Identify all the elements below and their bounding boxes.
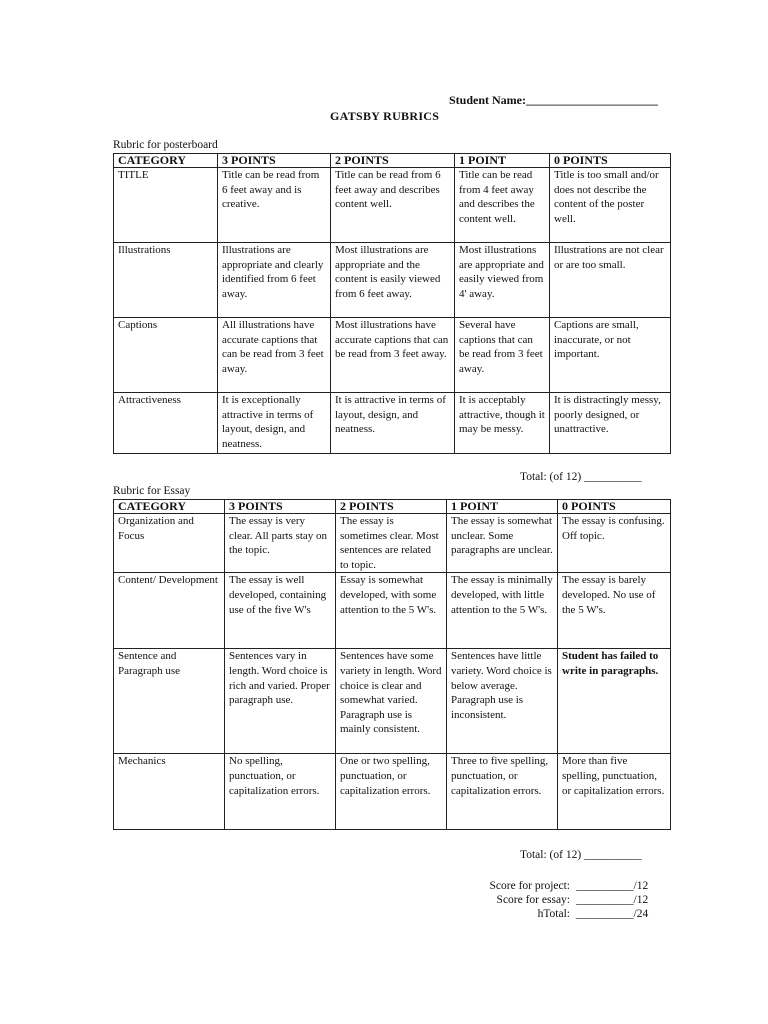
table-cell: More than five spelling, punctuation, or capitalization errors. bbox=[558, 754, 671, 830]
poster-rubric-table bbox=[113, 153, 671, 454]
column-header-0-points: 0 POINTS bbox=[558, 500, 671, 514]
score-value: __________/12 bbox=[576, 894, 649, 906]
row-category: Mechanics bbox=[114, 754, 225, 830]
table-cell: Several have captions that can be read from 3 feet away. bbox=[455, 318, 550, 393]
score-row-total bbox=[470, 907, 648, 921]
column-header-2-points: 2 POINTS bbox=[336, 500, 447, 514]
table-cell: The essay is somewhat unclear. Some paragraphs are unclear. bbox=[447, 514, 558, 573]
row-category: Organization and Focus bbox=[114, 514, 225, 573]
table-cell: Title can be read from 6 feet away and describes content well. bbox=[331, 168, 455, 243]
table-cell: Illustrations are not clear or are too small. bbox=[550, 243, 671, 318]
table-cell: Most illustrations have accurate captions that can be read from 3 feet away. bbox=[331, 318, 455, 393]
table-row bbox=[114, 318, 671, 393]
table-cell: One or two spelling, punctuation, or capitalization errors. bbox=[336, 754, 447, 830]
poster-total-line: Total: (of 12) __________ bbox=[520, 471, 642, 483]
score-row-project bbox=[470, 879, 648, 893]
essay-total-line: Total: (of 12) __________ bbox=[520, 849, 642, 861]
table-cell: The essay is minimally developed, with little attention to the 5 W's. bbox=[447, 573, 558, 649]
table-header-row bbox=[114, 500, 671, 514]
table-cell: Illustrations are appropriate and clearly identified from 6 feet away. bbox=[218, 243, 331, 318]
table-cell: Most illustrations are appropriate and easily viewed from 4' away. bbox=[455, 243, 550, 318]
table-header-row bbox=[114, 154, 671, 168]
essay-rubric-table bbox=[113, 499, 671, 830]
table-row bbox=[114, 393, 671, 454]
table-row bbox=[114, 514, 671, 573]
table-cell: Sentences have some variety in length. Word choice is clear and somewhat varied. Paragraph use is mainly consistent. bbox=[336, 649, 447, 754]
score-row-essay bbox=[470, 893, 648, 907]
table-cell: The essay is very clear. All parts stay on the topic. bbox=[225, 514, 336, 573]
table-cell: It is distractingly messy, poorly designed, or unattractive. bbox=[550, 393, 671, 454]
score-label: hTotal: bbox=[537, 908, 570, 920]
column-header-1-point: 1 POINT bbox=[455, 154, 550, 168]
table-cell: Most illustrations are appropriate and the content is easily viewed from 6 feet away. bbox=[331, 243, 455, 318]
table-cell: All illustrations have accurate captions that can be read from 3 feet away. bbox=[218, 318, 331, 393]
column-header-0-points: 0 POINTS bbox=[550, 154, 671, 168]
score-label: Score for essay: bbox=[496, 894, 570, 906]
table-cell: Sentences have little variety. Word choice is below average. Paragraph use is inconsistent. bbox=[447, 649, 558, 754]
table-cell: The essay is barely developed. No use of the 5 W's. bbox=[558, 573, 671, 649]
essay-rubric-caption: Rubric for Essay bbox=[113, 485, 191, 497]
student-name-line: Student Name:______________________ bbox=[449, 93, 658, 107]
row-category: Captions bbox=[114, 318, 218, 393]
table-cell: Title can be read from 6 feet away and is creative. bbox=[218, 168, 331, 243]
column-header-category: CATEGORY bbox=[114, 154, 218, 168]
table-cell: Student has failed to write in paragraphs. bbox=[558, 649, 671, 754]
row-category: Illustrations bbox=[114, 243, 218, 318]
table-row bbox=[114, 243, 671, 318]
table-cell: Captions are small, inaccurate, or not important. bbox=[550, 318, 671, 393]
table-cell: It is exceptionally attractive in terms of layout, design, and neatness. bbox=[218, 393, 331, 454]
table-cell: The essay is confusing. Off topic. bbox=[558, 514, 671, 573]
row-category: Attractiveness bbox=[114, 393, 218, 454]
score-value: __________/12 bbox=[576, 880, 649, 892]
score-summary bbox=[470, 879, 648, 921]
table-cell: It is attractive in terms of layout, design, and neatness. bbox=[331, 393, 455, 454]
row-category: Sentence and Paragraph use bbox=[114, 649, 225, 754]
row-category: TITLE bbox=[114, 168, 218, 243]
table-cell: The essay is well developed, containing use of the five W's bbox=[225, 573, 336, 649]
poster-rubric-caption: Rubric for posterboard bbox=[113, 139, 218, 151]
table-cell: No spelling, punctuation, or capitalization errors. bbox=[225, 754, 336, 830]
table-cell: Sentences vary in length. Word choice is rich and varied. Proper paragraph use. bbox=[225, 649, 336, 754]
table-row bbox=[114, 573, 671, 649]
table-cell: It is acceptably attractive, though it may be messy. bbox=[455, 393, 550, 454]
table-cell: Essay is somewhat developed, with some attention to the 5 W's. bbox=[336, 573, 447, 649]
table-cell: The essay is sometimes clear. Most sentences are related to topic. bbox=[336, 514, 447, 573]
document-title: GATSBY RUBRICS bbox=[330, 109, 440, 123]
column-header-category: CATEGORY bbox=[114, 500, 225, 514]
table-cell: Title is too small and/or does not describe the content of the poster well. bbox=[550, 168, 671, 243]
table-cell: Three to five spelling, punctuation, or capitalization errors. bbox=[447, 754, 558, 830]
column-header-3-points: 3 POINTS bbox=[225, 500, 336, 514]
column-header-2-points: 2 POINTS bbox=[331, 154, 455, 168]
table-cell: Title can be read from 4 feet away and describes the content well. bbox=[455, 168, 550, 243]
column-header-3-points: 3 POINTS bbox=[218, 154, 331, 168]
table-row bbox=[114, 754, 671, 830]
column-header-1-point: 1 POINT bbox=[447, 500, 558, 514]
row-category: Content/ Development bbox=[114, 573, 225, 649]
score-label: Score for project: bbox=[489, 880, 570, 892]
table-row bbox=[114, 649, 671, 754]
table-row bbox=[114, 168, 671, 243]
score-value: __________/24 bbox=[576, 908, 649, 920]
